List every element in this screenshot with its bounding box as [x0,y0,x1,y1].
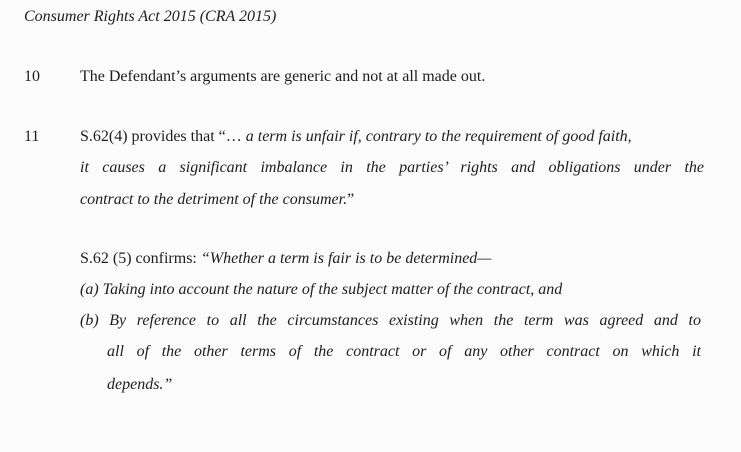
paragraph-11-line-2: it causes a significant imbalance in the parties’ rights and obligations under the [80,159,704,176]
s62-5-lead: S.62 (5) confirms: [80,250,197,267]
s62-5-item-b-line-3: depends.” [107,376,173,393]
paragraph-number-10: 10 [24,68,40,85]
section-heading: Consumer Rights Act 2015 (CRA 2015) [24,8,277,25]
paragraph-11-lead: S.62(4) provides that “… [80,128,242,145]
s62-5-item-b-line-1: (b) By reference to all the circumstances existing when the term was agreed and to [80,312,701,329]
s62-5-item-b-line-2: all of the other terms of the contract or of any other contract on which it [107,343,701,360]
s62-5-quote: “Whether a term is fair is to be determined— [200,250,492,267]
s62-5-item-a: (a) Taking into account the nature of the subject matter of the contract, and [80,281,563,298]
paragraph-11-line-3 [80,192,354,208]
paragraph-11-close-quote: ” [347,191,355,208]
paragraph-11-quote-start: a term is unfair if, contrary to the requirement of good faith, [245,128,632,145]
paragraph-number-11: 11 [24,128,40,145]
paragraph-10-text: The Defendant’s arguments are generic and not at all made out. [80,68,486,85]
paragraph-11-quote-end: contract to the detriment of the consumer. [80,191,348,208]
paragraph-11-line-1 [80,129,632,145]
s62-5-intro [80,251,492,267]
